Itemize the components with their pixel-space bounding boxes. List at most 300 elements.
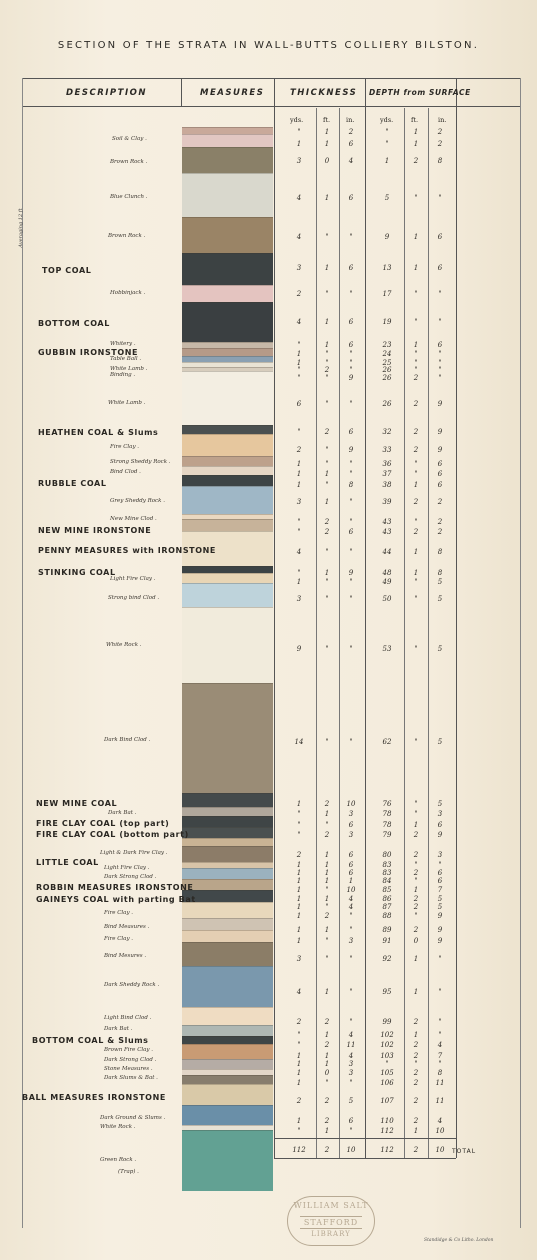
measurement-cell: " bbox=[349, 955, 353, 963]
measurement-cell: 2 bbox=[324, 528, 330, 536]
measurement-cell: " bbox=[349, 738, 353, 746]
measurement-cell: " bbox=[325, 937, 329, 945]
stratum-description: Whitery . bbox=[110, 341, 136, 347]
measurement-cell: 2 bbox=[413, 374, 419, 382]
measurement-cell: 2 bbox=[413, 1041, 419, 1049]
measurement-cell: 1 bbox=[413, 955, 419, 963]
measurement-cell: " bbox=[414, 518, 418, 526]
measurement-cell: 2 bbox=[324, 1117, 330, 1125]
measurement-cell: 1 bbox=[324, 128, 330, 136]
measurement-cell: " bbox=[325, 903, 329, 911]
measurement-cell: 89 bbox=[382, 926, 392, 934]
measurement-cell: 6 bbox=[348, 821, 354, 829]
measurement-cell: " bbox=[325, 645, 329, 653]
measurement-cell: " bbox=[297, 821, 301, 829]
side-note: Averaging 12 ft bbox=[18, 208, 24, 248]
measurement-cell: " bbox=[438, 194, 442, 202]
measurement-cell: 102 bbox=[380, 1031, 394, 1039]
header-description: DESCRIPTION bbox=[66, 88, 147, 98]
measurement-cell: 1 bbox=[296, 937, 302, 945]
stratum-description: Light Fire Clay . bbox=[104, 865, 150, 871]
measurement-cell: 2 bbox=[324, 800, 330, 808]
measurement-cell: 26 bbox=[382, 400, 392, 408]
measurement-cell: 2 bbox=[413, 1079, 419, 1087]
measurement-cell: 4 bbox=[437, 1041, 443, 1049]
stratum-description: Dark Ground & Slums . bbox=[100, 1115, 166, 1121]
measurement-cell: " bbox=[414, 318, 418, 326]
measurement-cell: 6 bbox=[437, 264, 443, 272]
measurement-cell: 23 bbox=[382, 341, 392, 349]
stratum-description: Table Ball . bbox=[110, 356, 142, 362]
measurement-cell: 2 bbox=[296, 290, 302, 298]
total-cell: 112 bbox=[380, 1146, 394, 1154]
measurement-cell: 48 bbox=[382, 569, 392, 577]
measurement-cell: " bbox=[414, 1060, 418, 1068]
measurement-cell: 85 bbox=[382, 886, 392, 894]
measurement-cell: 2 bbox=[324, 518, 330, 526]
measurement-cell: 1 bbox=[413, 233, 419, 241]
frame-right bbox=[520, 78, 521, 1228]
measurement-cell: 14 bbox=[294, 738, 304, 746]
measurement-cell: 1 bbox=[296, 460, 302, 468]
measurement-cell: " bbox=[349, 1079, 353, 1087]
measurement-cell: " bbox=[349, 578, 353, 586]
measurement-cell: 39 bbox=[382, 498, 392, 506]
measurement-cell: 6 bbox=[437, 821, 443, 829]
frame-top bbox=[22, 78, 520, 79]
library-stamp bbox=[287, 1196, 375, 1246]
measurement-cell: 92 bbox=[382, 955, 392, 963]
measurement-cell: 83 bbox=[382, 869, 392, 877]
stratum-description: Dark Bat . bbox=[104, 1026, 133, 1032]
totals-top-line bbox=[274, 1138, 456, 1139]
measurement-cell: 102 bbox=[380, 1041, 394, 1049]
stratum-layer bbox=[182, 683, 273, 794]
stratum-layer bbox=[182, 902, 273, 919]
measurement-cell: 3 bbox=[348, 1060, 354, 1068]
measurement-cell: " bbox=[325, 460, 329, 468]
stratum-description: FIRE CLAY COAL (top part) bbox=[36, 819, 170, 828]
total-cell: 112 bbox=[292, 1146, 306, 1154]
stamp-line-3: LIBRARY bbox=[311, 1230, 351, 1238]
measurement-cell: " bbox=[325, 400, 329, 408]
stratum-layer bbox=[182, 1130, 273, 1191]
total-cell: 10 bbox=[435, 1146, 445, 1154]
measurement-cell: " bbox=[385, 128, 389, 136]
measurement-cell: 1 bbox=[296, 578, 302, 586]
measurement-cell: 3 bbox=[437, 810, 443, 818]
measurement-cell: " bbox=[349, 366, 353, 374]
measurement-cell: 1 bbox=[296, 470, 302, 478]
stratum-layer bbox=[182, 1007, 273, 1026]
measurement-cell: 50 bbox=[382, 595, 392, 603]
measurement-cell: 3 bbox=[348, 810, 354, 818]
measurement-cell: 2 bbox=[413, 1117, 419, 1125]
measurement-cell: 6 bbox=[437, 470, 443, 478]
measurement-cell: 11 bbox=[435, 1097, 445, 1105]
measurement-cell: 1 bbox=[296, 481, 302, 489]
measurement-cell: " bbox=[325, 290, 329, 298]
stratum-description: Dark Bat . bbox=[108, 810, 137, 816]
measurement-cell: 26 bbox=[382, 366, 392, 374]
measurement-cell: 110 bbox=[380, 1117, 394, 1125]
stratum-description: BOTTOM COAL bbox=[38, 319, 110, 328]
measurement-cell: 2 bbox=[296, 1018, 302, 1026]
measurement-cell: 1 bbox=[296, 1060, 302, 1068]
measurement-cell: " bbox=[325, 578, 329, 586]
measurement-cell: 5 bbox=[437, 578, 443, 586]
stratum-description: Dark Sheddy Rock . bbox=[104, 982, 160, 988]
stratum-layer bbox=[182, 846, 273, 863]
measurement-cell: 6 bbox=[348, 318, 354, 326]
measurement-cell: 1 bbox=[324, 926, 330, 934]
stratum-description: Green Rock . bbox=[100, 1157, 137, 1163]
measurement-cell: 1 bbox=[413, 481, 419, 489]
measurement-cell: 1 bbox=[296, 140, 302, 148]
measurement-cell: " bbox=[325, 821, 329, 829]
measurement-cell: 43 bbox=[382, 528, 392, 536]
measurement-cell: " bbox=[414, 194, 418, 202]
unit-t-yds: yds. bbox=[290, 116, 304, 124]
measurement-cell: 2 bbox=[413, 831, 419, 839]
measurement-cell: " bbox=[414, 645, 418, 653]
stratum-description: PENNY MEASURES with IRONSTONE bbox=[38, 546, 216, 555]
measurement-cell: " bbox=[349, 1018, 353, 1026]
measurement-cell: " bbox=[438, 350, 442, 358]
stratum-description: Bind Clod . bbox=[110, 469, 141, 475]
measurement-cell: " bbox=[438, 955, 442, 963]
measurement-cell: 0 bbox=[324, 1069, 330, 1077]
total-label: TOTAL bbox=[452, 1148, 477, 1155]
stratum-description: STINKING COAL bbox=[38, 568, 116, 577]
measurement-cell: 8 bbox=[437, 1069, 443, 1077]
measurement-cell: " bbox=[414, 470, 418, 478]
stratum-description: GAINEYS COAL with parting Bat bbox=[36, 895, 196, 904]
measurement-cell: 2 bbox=[324, 1018, 330, 1026]
stratum-description: Dark Strong Clod . bbox=[104, 1057, 157, 1063]
measurement-cell: 2 bbox=[413, 903, 419, 911]
stratum-layer bbox=[182, 434, 273, 457]
header-measures: MEASURES bbox=[200, 88, 265, 98]
measurement-cell: 2 bbox=[413, 926, 419, 934]
measurement-cell: " bbox=[414, 578, 418, 586]
measurement-cell: " bbox=[325, 548, 329, 556]
measurement-cell: 9 bbox=[384, 233, 390, 241]
measurement-cell: " bbox=[297, 528, 301, 536]
measurement-cell: " bbox=[325, 1079, 329, 1087]
measurement-cell: 4 bbox=[348, 1031, 354, 1039]
measurement-cell: 5 bbox=[437, 645, 443, 653]
measurement-cell: " bbox=[385, 140, 389, 148]
stratum-description: Fire Clay . bbox=[110, 444, 140, 450]
stratum-description: Light Fire Clay . bbox=[110, 576, 156, 582]
measurement-cell: " bbox=[438, 1018, 442, 1026]
measurement-cell: " bbox=[438, 366, 442, 374]
measurement-cell: 2 bbox=[413, 400, 419, 408]
measurement-cell: " bbox=[349, 518, 353, 526]
stratum-description: TOP COAL bbox=[42, 266, 92, 275]
stratum-description: Brown Fire Clay . bbox=[104, 1047, 154, 1053]
stratum-description: BOTTOM COAL & Slums bbox=[32, 1036, 149, 1045]
measurement-cell: 4 bbox=[296, 548, 302, 556]
measurement-cell: 1 bbox=[413, 548, 419, 556]
stratum-description: New Mine Clod . bbox=[110, 516, 157, 522]
measurement-cell: 9 bbox=[437, 912, 443, 920]
stratum-description: Fire Clay . bbox=[104, 936, 134, 942]
stratum-description: ROBBIN MEASURES IRONSTONE bbox=[36, 883, 194, 892]
measurement-cell: " bbox=[349, 645, 353, 653]
measurement-cell: 1 bbox=[413, 1127, 419, 1135]
totals-bottom-line bbox=[274, 1158, 456, 1159]
stratum-layer bbox=[182, 1105, 273, 1126]
measurement-cell: 1 bbox=[296, 869, 302, 877]
measurement-cell: 43 bbox=[382, 518, 392, 526]
measurement-cell: " bbox=[349, 988, 353, 996]
measurement-cell: 9 bbox=[348, 569, 354, 577]
measurement-cell: 1 bbox=[324, 140, 330, 148]
measurement-cell: 2 bbox=[437, 528, 443, 536]
measurement-cell: 2 bbox=[413, 1069, 419, 1077]
measurement-cell: 1 bbox=[296, 912, 302, 920]
measurement-cell: 2 bbox=[413, 1097, 419, 1105]
measurement-cell: 1 bbox=[324, 1127, 330, 1135]
measurement-cell: 87 bbox=[382, 903, 392, 911]
stratum-description: Brown Rock . bbox=[110, 159, 148, 165]
measurement-cell: 1 bbox=[324, 988, 330, 996]
stratum-layer bbox=[182, 966, 273, 1008]
measurement-cell: 1 bbox=[413, 821, 419, 829]
stratum-description: White Rock . bbox=[100, 1124, 136, 1130]
measurement-cell: 6 bbox=[348, 194, 354, 202]
measurement-cell: " bbox=[349, 400, 353, 408]
measurement-cell: " bbox=[297, 1031, 301, 1039]
measurement-cell: 2 bbox=[413, 851, 419, 859]
measurement-cell: 80 bbox=[382, 851, 392, 859]
measurement-cell: 3 bbox=[348, 937, 354, 945]
measurement-cell: 9 bbox=[348, 446, 354, 454]
stratum-description: Strong bind Clod . bbox=[108, 595, 160, 601]
stratum-description: LITTLE COAL bbox=[36, 858, 99, 867]
stratum-description: Soil & Clay . bbox=[112, 136, 147, 142]
measurement-cell: 6 bbox=[437, 341, 443, 349]
measurement-cell: 17 bbox=[382, 290, 392, 298]
measurement-cell: 78 bbox=[382, 810, 392, 818]
measurement-cell: 6 bbox=[348, 851, 354, 859]
measurement-cell: 86 bbox=[382, 895, 392, 903]
measurement-cell: 2 bbox=[413, 428, 419, 436]
measurement-cell: " bbox=[297, 128, 301, 136]
measurement-cell: " bbox=[438, 988, 442, 996]
measurement-cell: 33 bbox=[382, 446, 392, 454]
measurement-cell: " bbox=[414, 460, 418, 468]
measurement-cell: " bbox=[297, 569, 301, 577]
measurement-cell: 3 bbox=[296, 595, 302, 603]
measurement-cell: " bbox=[385, 1060, 389, 1068]
stratum-description: BALL MEASURES IRONSTONE bbox=[22, 1093, 166, 1102]
measurement-cell: 9 bbox=[437, 926, 443, 934]
measurement-cell: 1 bbox=[324, 895, 330, 903]
measurement-cell: 4 bbox=[296, 233, 302, 241]
measurement-cell: 4 bbox=[296, 194, 302, 202]
measurement-cell: 2 bbox=[296, 851, 302, 859]
stratum-description: Bind Mesures . bbox=[104, 953, 147, 959]
measurement-cell: " bbox=[349, 912, 353, 920]
measurement-cell: 3 bbox=[348, 831, 354, 839]
measurement-cell: 2 bbox=[437, 128, 443, 136]
measurement-cell: 2 bbox=[413, 869, 419, 877]
measurement-cell: 1 bbox=[324, 470, 330, 478]
measurement-cell: " bbox=[297, 366, 301, 374]
measurement-cell: 1 bbox=[296, 1079, 302, 1087]
measurement-cell: 1 bbox=[296, 1069, 302, 1077]
measurement-cell: 4 bbox=[348, 895, 354, 903]
measurement-cell: " bbox=[349, 460, 353, 468]
measurement-cell: " bbox=[438, 861, 442, 869]
measurement-cell: 1 bbox=[296, 359, 302, 367]
measurement-cell: " bbox=[349, 350, 353, 358]
measurement-cell: 10 bbox=[435, 1127, 445, 1135]
measurement-cell: 37 bbox=[382, 470, 392, 478]
measurement-cell: 6 bbox=[348, 861, 354, 869]
stratum-description: Light & Dark Fire Clay . bbox=[100, 850, 168, 856]
measurement-cell: " bbox=[325, 481, 329, 489]
stratum-description: Strong Sheddy Rock . bbox=[110, 459, 171, 465]
measurement-cell: 2 bbox=[324, 428, 330, 436]
measurement-cell: 2 bbox=[296, 446, 302, 454]
stratum-layer bbox=[182, 302, 273, 343]
measurement-cell: 4 bbox=[296, 318, 302, 326]
measurement-cell: 62 bbox=[382, 738, 392, 746]
measurement-cell: 1 bbox=[324, 341, 330, 349]
measurement-cell: " bbox=[297, 341, 301, 349]
measurement-cell: 0 bbox=[324, 157, 330, 165]
measurement-cell: 6 bbox=[437, 233, 443, 241]
measurement-cell: 9 bbox=[437, 937, 443, 945]
measurement-cell: 2 bbox=[413, 498, 419, 506]
measurement-cell: 1 bbox=[413, 128, 419, 136]
measurement-cell: 6 bbox=[348, 528, 354, 536]
measurement-cell: 1 bbox=[324, 264, 330, 272]
measurement-cell: " bbox=[297, 374, 301, 382]
measurement-cell: 88 bbox=[382, 912, 392, 920]
measurement-cell: 5 bbox=[437, 800, 443, 808]
stratum-layer bbox=[182, 583, 273, 608]
measurement-cell: 107 bbox=[380, 1097, 394, 1105]
measurement-cell: " bbox=[349, 233, 353, 241]
desc-measures-divider bbox=[181, 78, 182, 106]
measurement-cell: " bbox=[414, 366, 418, 374]
stratum-layer bbox=[182, 217, 273, 254]
measurement-cell: 7 bbox=[437, 886, 443, 894]
measurement-cell: 2 bbox=[324, 912, 330, 920]
measurement-cell: 26 bbox=[382, 374, 392, 382]
measurement-cell: 1 bbox=[324, 498, 330, 506]
measurement-cell: 9 bbox=[437, 831, 443, 839]
measurement-cell: 1 bbox=[324, 318, 330, 326]
depth-right-divider bbox=[456, 78, 457, 1158]
unit-d-in: in. bbox=[438, 116, 447, 124]
measurement-cell: 1 bbox=[324, 810, 330, 818]
measurement-cell: 1 bbox=[413, 140, 419, 148]
stratum-description: (Trap) . bbox=[118, 1169, 139, 1175]
unit-t-ft: ft. bbox=[323, 116, 331, 124]
measurement-cell: 1 bbox=[324, 194, 330, 202]
measurement-cell: 25 bbox=[382, 359, 392, 367]
measurement-cell: 1 bbox=[296, 895, 302, 903]
stratum-description: Grey Sheddy Rock . bbox=[110, 498, 165, 504]
measurement-cell: 7 bbox=[437, 1052, 443, 1060]
measurement-cell: 3 bbox=[437, 851, 443, 859]
stratum-description: Blue Clunch . bbox=[110, 194, 148, 200]
measurement-cell: " bbox=[414, 912, 418, 920]
measurement-cell: 1 bbox=[296, 861, 302, 869]
measurement-cell: " bbox=[297, 831, 301, 839]
measurement-cell: 9 bbox=[437, 400, 443, 408]
measurement-cell: 79 bbox=[382, 831, 392, 839]
measurement-cell: 1 bbox=[296, 800, 302, 808]
measurement-cell: " bbox=[325, 233, 329, 241]
printer-credit: Standidge & Co Litho. London bbox=[424, 1238, 494, 1243]
measurement-cell: 6 bbox=[296, 400, 302, 408]
measurement-cell: 2 bbox=[413, 895, 419, 903]
stamp-line-2: STAFFORD bbox=[300, 1216, 362, 1229]
stratum-description: NEW MINE IRONSTONE bbox=[38, 526, 152, 535]
measurement-cell: 1 bbox=[413, 988, 419, 996]
stratum-description: Binding . bbox=[110, 372, 136, 378]
measurement-cell: 6 bbox=[348, 140, 354, 148]
measurement-cell: 1 bbox=[384, 157, 390, 165]
measurement-cell: 2 bbox=[348, 128, 354, 136]
measurement-cell: 5 bbox=[437, 738, 443, 746]
measurement-cell: 11 bbox=[346, 1041, 356, 1049]
measurement-cell: 10 bbox=[346, 800, 356, 808]
measurement-cell: " bbox=[297, 518, 301, 526]
measurement-cell: " bbox=[349, 290, 353, 298]
measurement-cell: 3 bbox=[296, 264, 302, 272]
measurement-cell: 9 bbox=[296, 645, 302, 653]
measurement-cell: " bbox=[438, 1031, 442, 1039]
measurement-cell: " bbox=[349, 498, 353, 506]
measurement-cell: 1 bbox=[348, 877, 354, 885]
measurement-cell: 1 bbox=[413, 264, 419, 272]
measurement-cell: 78 bbox=[382, 821, 392, 829]
stratum-layer bbox=[182, 285, 273, 303]
measurement-cell: " bbox=[438, 359, 442, 367]
stratum-description: White Rock . bbox=[106, 642, 142, 648]
measurement-cell: 91 bbox=[382, 937, 392, 945]
measurement-cell: " bbox=[414, 810, 418, 818]
measurement-cell: 95 bbox=[382, 988, 392, 996]
measurement-cell: " bbox=[349, 1127, 353, 1135]
measurement-cell: " bbox=[325, 738, 329, 746]
measurement-cell: 106 bbox=[380, 1079, 394, 1087]
stratum-layer bbox=[182, 1044, 273, 1060]
stratum-description: White Lamb . bbox=[108, 400, 146, 406]
measurement-cell: 6 bbox=[437, 869, 443, 877]
measurement-cell: 1 bbox=[296, 1052, 302, 1060]
measurement-cell: 1 bbox=[413, 341, 419, 349]
measurement-cell: 1 bbox=[296, 1117, 302, 1125]
measurement-cell: 4 bbox=[348, 1052, 354, 1060]
measurement-cell: 44 bbox=[382, 548, 392, 556]
measurement-cell: 53 bbox=[382, 645, 392, 653]
measurement-cell: 49 bbox=[382, 578, 392, 586]
measurement-cell: 8 bbox=[437, 569, 443, 577]
measurement-cell: 1 bbox=[413, 886, 419, 894]
measurement-cell: " bbox=[297, 1127, 301, 1135]
measurement-cell: 1 bbox=[324, 1052, 330, 1060]
measurement-cell: " bbox=[414, 738, 418, 746]
